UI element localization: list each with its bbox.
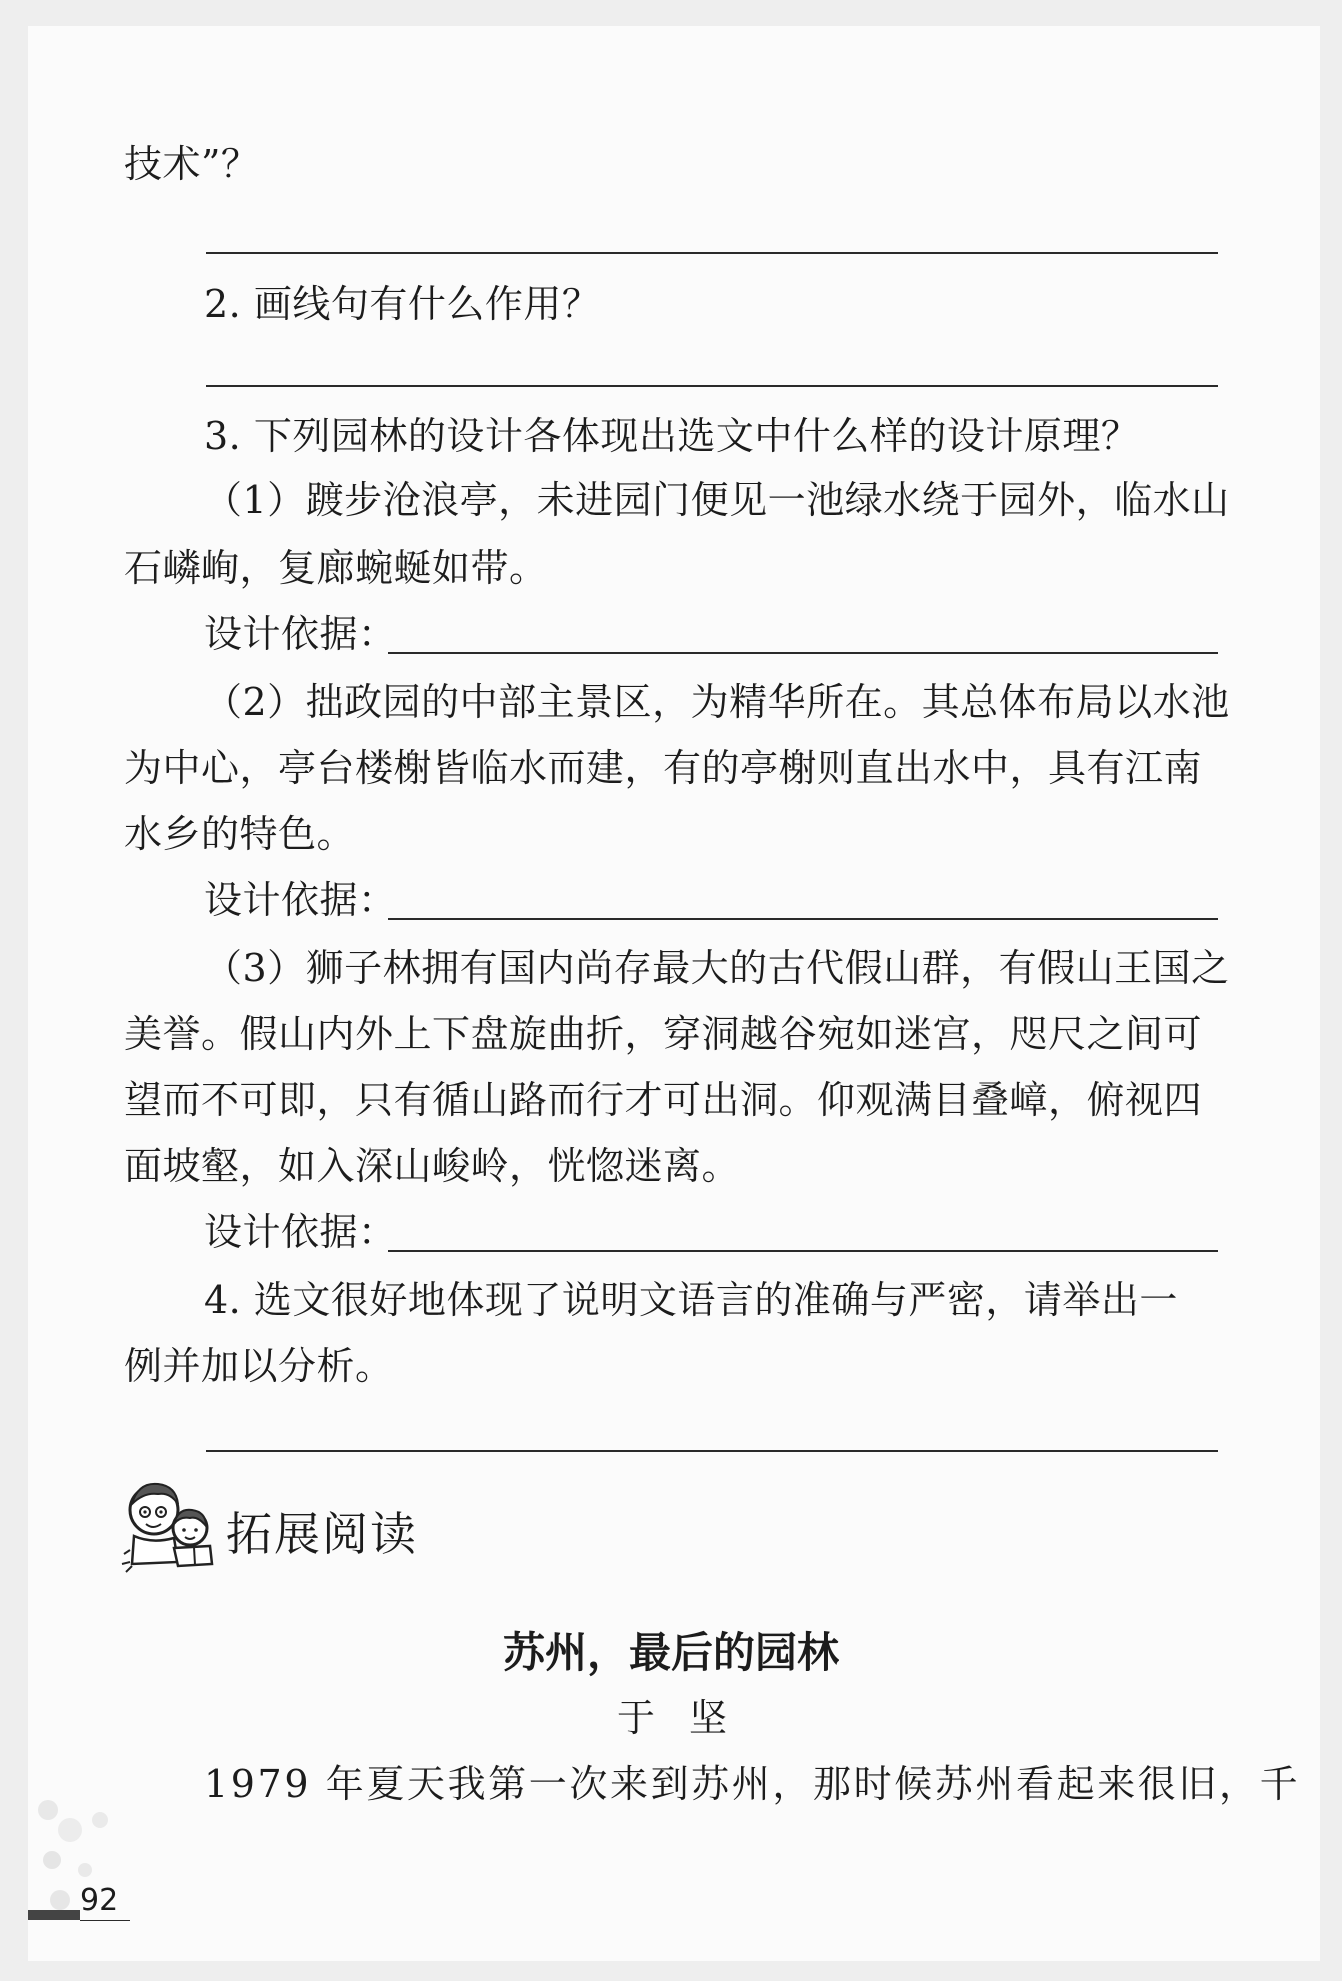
design-basis-answer-1[interactable] [388,652,1218,654]
section-heading: 拓展阅读 [226,1507,418,1561]
page-number-underline [80,1920,130,1921]
children-reading-icon [118,1474,222,1574]
answer-line-1[interactable] [206,252,1218,254]
page-number: 92 [80,1883,119,1918]
question-2: 2. 画线句有什么作用？ [204,282,601,326]
question-4-line-1: 4. 选文很好地体现了说明文语言的准确与严密，请举出一 [204,1278,1178,1322]
question-3-1-line-1: （1）踱步沧浪亭，未进园门便见一池绿水绕于园外，临水山 [204,478,1230,522]
question-3-3-line-3: 望而不可即，只有循山路而行才可出洞。仰观满目叠嶂，俯视四 [124,1078,1203,1122]
question-3: 3. 下列园林的设计各体现出选文中什么样的设计原理？ [204,414,1140,458]
question-3-2-line-1: （2）拙政园的中部主景区，为精华所在。其总体布局以水池 [204,680,1230,724]
answer-line-2[interactable] [206,385,1218,387]
design-basis-label-1: 设计依据： [204,612,397,656]
question-3-2-line-2: 为中心，亭台楼榭皆临水而建，有的亭榭则直出水中，具有江南 [124,746,1203,790]
question-1-continuation: 技术”？ [124,142,260,186]
question-3-3-line-1: （3）狮子林拥有国内尚存最大的古代假山群，有假山王国之 [204,946,1230,990]
question-4-line-2: 例并加以分析。 [124,1344,394,1388]
article-paragraph-1: 1979 年夏天我第一次来到苏州，那时候苏州看起来很旧，千 [204,1762,1301,1806]
design-basis-label-3: 设计依据： [204,1210,397,1254]
question-3-3-line-4: 面坡壑，如入深山峻岭，恍惚迷离。 [124,1144,741,1188]
design-basis-answer-2[interactable] [388,918,1218,920]
article-title: 苏州，最后的园林 [502,1628,839,1677]
question-3-2-line-3: 水乡的特色。 [124,812,356,856]
article-author: 于坚 [616,1696,761,1740]
question-3-1-line-2: 石嶙峋，复廊蜿蜒如带。 [124,546,548,590]
design-basis-label-2: 设计依据： [204,878,397,922]
footer-bar [28,1910,80,1920]
answer-line-4[interactable] [206,1450,1218,1452]
design-basis-answer-3[interactable] [388,1250,1218,1252]
question-3-3-line-2: 美誉。假山内外上下盘旋曲折，穿洞越谷宛如迷宫，咫尺之间可 [124,1012,1203,1056]
